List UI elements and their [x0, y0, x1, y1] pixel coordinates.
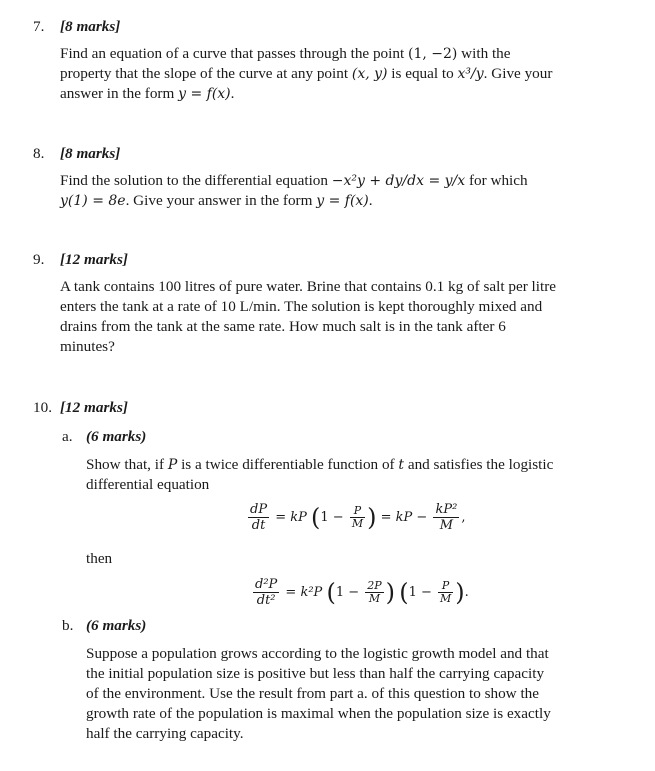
- term: 1 −: [320, 510, 344, 525]
- question-number: 7.: [33, 18, 45, 35]
- paren-open: (: [311, 503, 321, 532]
- text-line: enters the tank at a rate of 10 L/min. The solution is kept thoroughly mixed and: [60, 298, 543, 315]
- math-form: y = f(x): [178, 86, 231, 102]
- logistic-equation: [246, 502, 465, 533]
- numerator: P: [438, 580, 453, 593]
- then-text: then: [86, 550, 113, 567]
- question-text: [60, 44, 625, 104]
- question-number: 8.: [33, 145, 45, 162]
- denominator: M: [439, 518, 454, 533]
- paren-close: ): [367, 503, 377, 532]
- text-line: A tank contains 100 litres of pure water. Brine that contains 0.1 kg of salt per litre: [60, 278, 557, 295]
- paren-close: ): [385, 578, 396, 607]
- fraction-dp-dt: [248, 502, 269, 533]
- part-b-text: [86, 644, 621, 744]
- math-differential-equation: −x²y + dy/dx = y/x: [331, 173, 466, 189]
- text-line: of the environment. Use the result from part a. of this question to show the: [86, 685, 539, 702]
- fraction-p-m: [438, 580, 453, 605]
- math-xy: (x, y): [351, 66, 388, 82]
- text-line: minutes?: [60, 338, 115, 355]
- equals: =: [275, 510, 287, 525]
- question-marks: [12 marks]: [60, 399, 128, 416]
- paren-open: (: [399, 578, 409, 607]
- math-point: (1, −2): [407, 46, 458, 62]
- numerator: P: [350, 505, 365, 518]
- numerator: d²P: [255, 577, 278, 592]
- denominator: M: [368, 592, 381, 605]
- second-derivative-equation: [251, 577, 469, 608]
- text-fragment: is equal to: [387, 65, 458, 82]
- text-fragment: with the: [457, 45, 511, 62]
- part-a-text: [86, 455, 621, 495]
- term: kP: [290, 510, 307, 525]
- math-var: P: [167, 457, 178, 473]
- numerator: 2P: [367, 579, 382, 592]
- fraction-p-m: [350, 505, 365, 530]
- question-text: [60, 277, 625, 357]
- denominator: dt²: [256, 593, 276, 608]
- denominator: M: [440, 592, 452, 605]
- denominator: M: [351, 517, 364, 530]
- part-b-marks: (6 marks): [86, 617, 147, 634]
- denominator: dt: [251, 518, 266, 533]
- text-line: growth rate of the population is maximal when the population size is exactly: [86, 705, 551, 722]
- text-fragment: Find an equation of a curve that passes through the point: [60, 45, 408, 62]
- term: kP −: [395, 510, 428, 525]
- math-initial-condition: y(1) = 8e: [60, 193, 126, 209]
- fraction-d2p-dt2: [253, 577, 279, 608]
- math-slope: x³/y: [457, 66, 484, 82]
- equals: =: [380, 510, 392, 525]
- numerator: dP: [250, 502, 268, 517]
- text-line: half the carrying capacity.: [86, 725, 244, 742]
- text-line: Suppose a population grows according to the logistic growth model and that: [86, 645, 549, 662]
- math-var: t: [398, 457, 405, 473]
- text-fragment: . Give your: [483, 65, 553, 82]
- text-fragment: answer in the form: [60, 85, 179, 102]
- text-fragment: is a twice differentiable function of: [177, 456, 399, 473]
- term: 1 −: [335, 585, 360, 600]
- fraction-2p-m: [365, 580, 383, 605]
- math-form: y = f(x): [316, 193, 369, 209]
- part-a-marks: (6 marks): [86, 428, 147, 445]
- text-line: differential equation: [86, 476, 210, 493]
- text-line: the initial population size is positive but less than half the carrying capacity: [86, 665, 545, 682]
- term: k²P: [300, 585, 323, 600]
- part-a-label: a.: [62, 428, 73, 445]
- text-fragment: .: [368, 192, 373, 209]
- text-fragment: Find the solution to the differential equation: [60, 172, 332, 189]
- part-b-label: b.: [62, 617, 74, 634]
- numerator: kP²: [435, 502, 458, 517]
- question-number: 9.: [33, 251, 45, 268]
- text-line: drains from the tank at the same rate. How much salt is in the tank after 6: [60, 318, 506, 335]
- term: 1 −: [408, 585, 432, 600]
- equals: =: [285, 585, 297, 600]
- text-fragment: . Give your answer in the form: [125, 192, 317, 209]
- fraction-kp2-m: [433, 502, 459, 533]
- text-fragment: and satisfies the logistic: [404, 456, 554, 473]
- punctuation: .: [464, 585, 469, 600]
- question-number: 10.: [33, 399, 52, 416]
- text-fragment: .: [230, 85, 235, 102]
- text-fragment: for which: [465, 172, 528, 189]
- question-text: [60, 171, 625, 211]
- question-marks: [8 marks]: [60, 145, 121, 162]
- question-marks: [12 marks]: [60, 251, 128, 268]
- text-fragment: Show that, if: [86, 456, 168, 473]
- paren-open: (: [326, 578, 336, 607]
- punctuation: ,: [461, 510, 466, 525]
- question-marks: [8 marks]: [60, 18, 121, 35]
- text-fragment: property that the slope of the curve at any point: [60, 65, 352, 82]
- paren-close: ): [455, 578, 465, 607]
